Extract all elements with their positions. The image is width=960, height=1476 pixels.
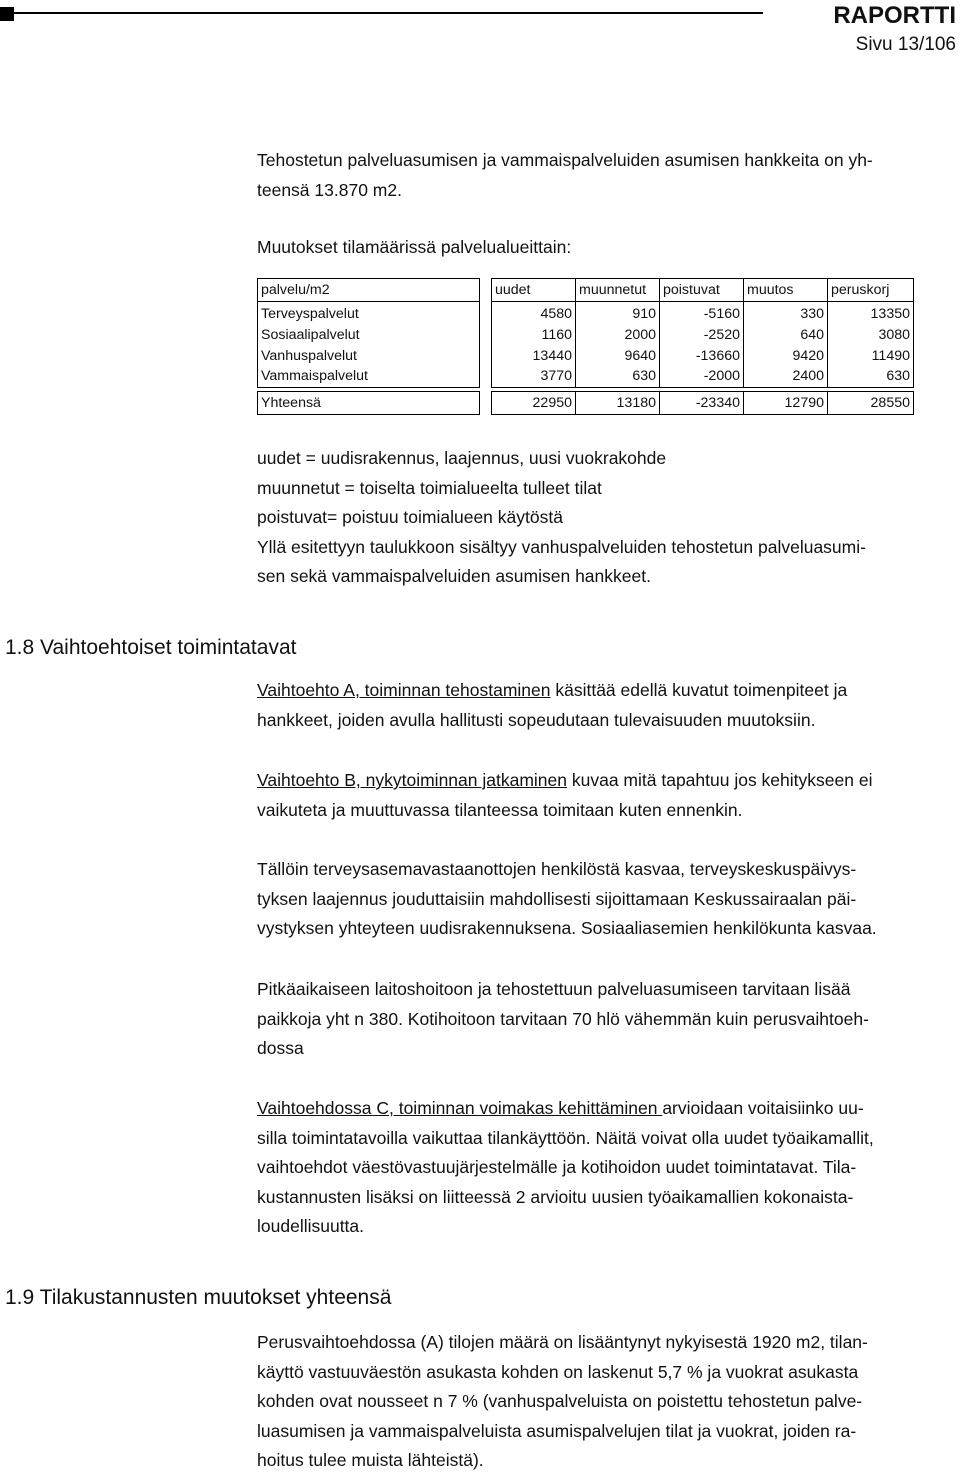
section-heading-1-8: 1.8 Vaihtoehtoiset toimintatavat (5, 636, 297, 659)
paragraph-line: Perusvaihtoehdossa (A) tilojen määrä on lisääntynyt nykyisestä 1920 m2, tilan- (257, 1332, 868, 1352)
header-rule (14, 12, 763, 14)
column-header: muunnetut (576, 279, 660, 302)
option-c-title: Vaihtoehdossa C, toiminnan voimakas kehittäminen (257, 1098, 663, 1118)
option-b-title: Vaihtoehto B, nykytoiminnan jatkaminen (257, 770, 567, 790)
table-cell: -2000 (660, 366, 744, 387)
column-header: palvelu/m2 (258, 279, 480, 302)
table-row (258, 366, 914, 387)
table-row (258, 345, 914, 366)
table-gap (480, 302, 492, 325)
table-header-row (258, 279, 914, 302)
paragraph-line: vystyksen yhteyteen uudisrakennuksena. Sosiaaliasemien henkilökunta kasvaa. (257, 918, 877, 938)
paragraph-line: luasumisen ja vammaispalveluista asumispalvelujen tilat ja vuokrat, joiden ra- (257, 1420, 857, 1441)
row-label: Sosiaalipalvelut (258, 325, 480, 346)
paragraph-line: käyttö vastuuväestön asukasta kohden on laskenut 5,7 % ja vuokrat asukasta (257, 1361, 859, 1382)
table-cell: 9640 (576, 345, 660, 366)
table-cell: 910 (576, 302, 660, 325)
paragraph-line: dossa (257, 1038, 304, 1058)
definition-line: muunnetut = toiselta toimialueelta tulleet tilat (257, 477, 602, 498)
paragraph-3 (257, 855, 957, 944)
table-row (258, 325, 914, 346)
header-square (0, 7, 14, 21)
table-cell: -2520 (660, 325, 744, 346)
table-gap (480, 345, 492, 366)
table-cell: -23340 (660, 391, 744, 414)
row-label: Terveyspalvelut (258, 302, 480, 325)
table-cell: 28550 (828, 391, 914, 414)
table-row (258, 302, 914, 325)
paragraph-line: Tällöin terveysasemavastaanottojen henkilöstä kasvaa, terveyskeskuspäivys- (257, 859, 857, 879)
paragraph-line: kohden ovat nousseet n 7 % (vanhuspalveluista on poistettu tehostetun palve- (257, 1391, 863, 1411)
table-cell: 13350 (828, 302, 914, 325)
column-header: muutos (744, 279, 828, 302)
table-cell: 13180 (576, 391, 660, 414)
table-cell: 4580 (492, 302, 576, 325)
paragraph-line: Pitkäaikaiseen laitoshoitoon ja tehostettuun palveluasumiseen tarvitaan lisää (257, 979, 851, 999)
row-label: Vammaispalvelut (258, 366, 480, 387)
definition-line: poistuvat= poistuu toimialueen käytöstä (257, 507, 563, 527)
row-label: Yhteensä (258, 391, 480, 414)
table-cell: 330 (744, 302, 828, 325)
table-gap (480, 325, 492, 346)
table-gap (480, 279, 492, 302)
intro-paragraph (257, 146, 957, 205)
paragraph-line: silla toimintatavoilla vaikuttaa tilankäyttöön. Näitä voivat olla uudet työaikamallit, (257, 1127, 874, 1148)
option-a-line: hankkeet, joiden avulla hallitusti sopeudutaan tulevaisuuden muutoksiin. (257, 709, 816, 730)
option-a-text: käsittää edellä kuvatut toimenpiteet ja (550, 680, 848, 700)
table-cell: 3080 (828, 325, 914, 346)
paragraph-line: vaihtoehdot väestövastuujärjestelmälle ja kotihoidon uudet toimintatavat. Tila- (257, 1157, 857, 1177)
paragraph-line: loudellisuutta. (257, 1216, 365, 1236)
definition-line: Yllä esitettyyn taulukkoon sisältyy vanhuspalveluiden tehostetun palveluasumi- (257, 536, 866, 557)
paragraph-line: paikkoja yht n 380. Kotihoitoon tarvitaan 70 hlö vähemmän kuin perusvaihtoeh- (257, 1008, 869, 1029)
column-header: uudet (492, 279, 576, 302)
option-a-title: Vaihtoehto A, toiminnan tehostaminen (257, 680, 551, 700)
definition-line: sen sekä vammaispalveluiden asumisen hankkeet. (257, 566, 651, 586)
table-cell: 2000 (576, 325, 660, 346)
table-cell: 3770 (492, 366, 576, 387)
table-caption: Muutokset tilamäärissä palvelualueittain: (257, 237, 572, 257)
table-cell: 13440 (492, 345, 576, 366)
table-cell: -13660 (660, 345, 744, 366)
paragraph-b (257, 766, 957, 825)
definition-line: uudet = uudisrakennus, laajennus, uusi vuokrakohde (257, 448, 667, 468)
table-cell: 640 (744, 325, 828, 346)
option-b-text: kuvaa mitä tapahtuu jos kehitykseen ei (567, 770, 873, 790)
paragraph-c (257, 1094, 957, 1242)
row-label: Vanhuspalvelut (258, 345, 480, 366)
table-cell: 1160 (492, 325, 576, 346)
paragraph-cost (257, 1328, 957, 1476)
paragraph-line: tyksen laajennus jouduttaisiin mahdollisesti sijoittamaan Keskussairaalan päi- (257, 888, 857, 909)
page-number: Sivu 13/106 (855, 34, 956, 55)
paragraph-a (257, 676, 957, 735)
intro-line: teensä 13.870 m2. (257, 179, 402, 200)
table-gap (480, 391, 492, 414)
paragraph-4 (257, 975, 957, 1064)
table-gap (480, 366, 492, 387)
paragraph-line: kustannusten lisäksi on liitteessä 2 arvioitu uusien työaikamallien kokonaista- (257, 1186, 854, 1207)
table-cell: 630 (828, 366, 914, 387)
table-cell: 22950 (492, 391, 576, 414)
table-cell: 2400 (744, 366, 828, 387)
table-cell: -5160 (660, 302, 744, 325)
column-header: poistuvat (660, 279, 744, 302)
section-heading-1-9: 1.9 Tilakustannusten muutokset yhteensä (5, 1286, 392, 1309)
option-c-text: arvioidaan voitaisiinko uu- (662, 1098, 864, 1118)
table-total-row (258, 391, 914, 414)
definitions (257, 444, 957, 592)
report-title: RAPORTTI (833, 2, 956, 29)
table-cell: 11490 (828, 345, 914, 366)
intro-line: Tehostetun palveluasumisen ja vammaispalveluiden asumisen hankkeita on yh- (257, 150, 873, 170)
table-cell: 630 (576, 366, 660, 387)
paragraph-line: hoitus tulee muista lähteistä). (257, 1450, 484, 1470)
column-header: peruskorj (828, 279, 914, 302)
space-change-table (257, 278, 913, 415)
table-cell: 9420 (744, 345, 828, 366)
table-cell: 12790 (744, 391, 828, 414)
option-b-line: vaikuteta ja muuttuvassa tilanteessa toimitaan kuten ennenkin. (257, 799, 743, 820)
